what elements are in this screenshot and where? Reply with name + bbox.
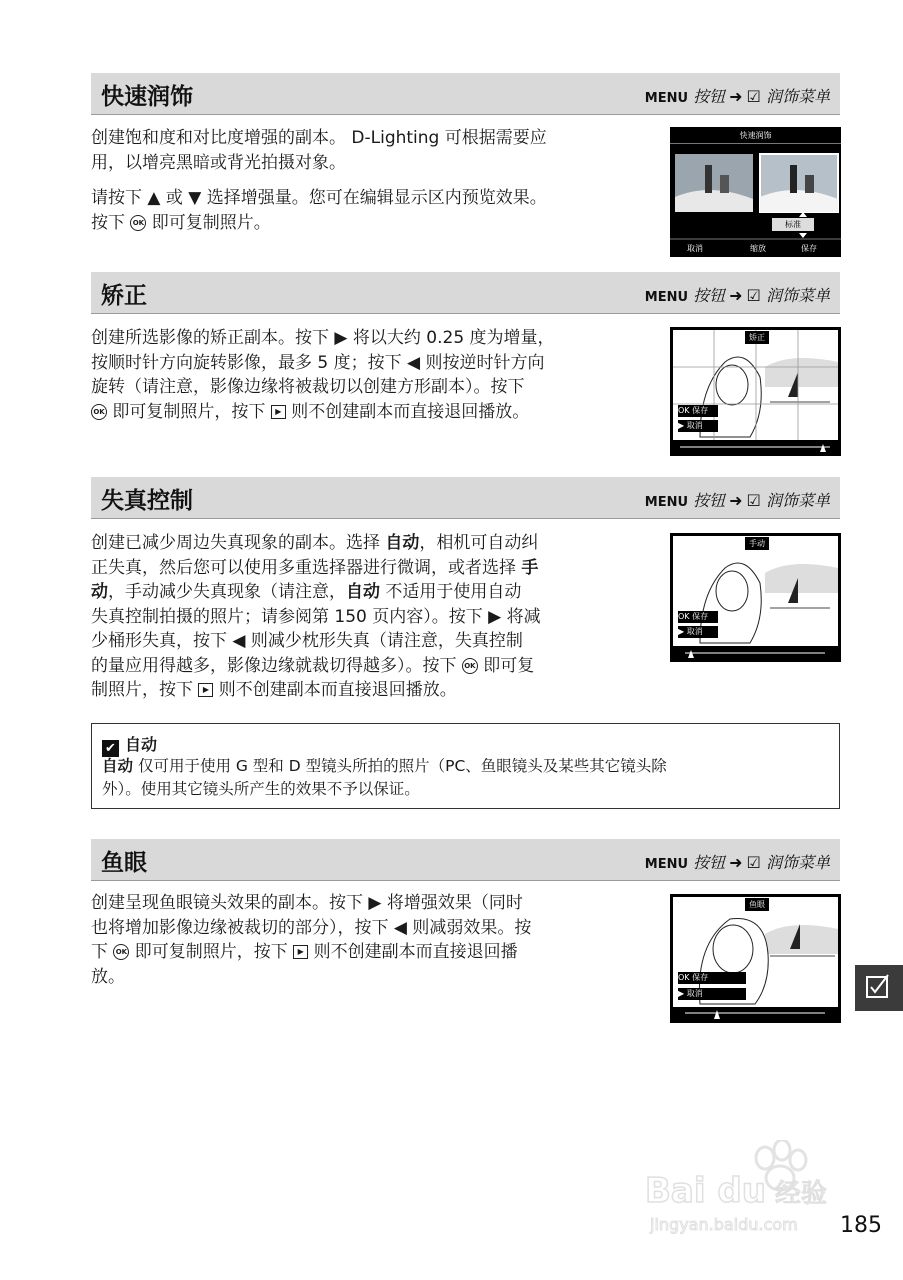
retouch-menu-tab	[855, 965, 903, 1011]
svg-text:jingyan.baidu.com: jingyan.baidu.com	[650, 1215, 798, 1234]
camera-screen-quick-retouch: 快速润饰 标准 取消 缩放 保存	[670, 127, 841, 257]
camera-screen-distortion: 手动 OK 保存 ▶ 取消	[670, 533, 841, 662]
section-body: 创建已减少周边失真现象的副本。选择 自动，相机可自动纠 正失真，然后您可以使用多重选择器进行微调，或者选择 手 动，手动减少失真现象（请注意，自动 不适用于使用自动 失真控制拍摄的照片；请参阅第 150 页内容）。按下 ▶ 将减 少桶形失真，按下 ◀ 则减少枕形失真（请注意，失真控制 的量应用得越多，影像边缘就裁切得越多）。按下 OK 即可复 制照片，按下 ▶ 则不创建副本而直接退回播放。	[91, 533, 541, 700]
note-body: 自动 仅可用于使用 G 型和 D 型镜头所拍的照片（PC、鱼眼镜头及某些其它镜头除 外）。使用其它镜头所产生的效果不予以保证。	[102, 757, 667, 798]
retouch-icon: ☑	[746, 491, 761, 510]
retouch-icon: ☑	[746, 87, 761, 106]
playback-button-icon: ▶	[198, 683, 213, 697]
section-title: 失真控制	[101, 488, 193, 514]
page-number: 185	[840, 1213, 882, 1238]
section-header-straighten	[91, 272, 840, 314]
checkmark-icon: ✔	[102, 740, 119, 757]
menu-path: MENU 按钮 ➜ ☑ 润饰菜单	[644, 286, 830, 305]
note-box-auto	[91, 723, 840, 809]
camera-screen-fisheye: 鱼眼 OK 保存 ▶ 取消	[670, 894, 841, 1023]
retouch-icon: ☑	[746, 853, 761, 872]
section-title: 鱼眼	[101, 850, 147, 876]
section-header-distortion-control	[91, 477, 840, 519]
ok-button-icon: OK	[113, 944, 129, 960]
svg-text:经验: 经验	[775, 1179, 828, 1209]
camera-screen-straighten: 矫正 OK 保存 ▶ 取消	[670, 327, 841, 456]
menu-path: MENU 按钮 ➜ ☑ 润饰菜单	[644, 87, 830, 106]
menu-path: MENU 按钮 ➜ ☑ 润饰菜单	[644, 853, 830, 872]
section-title: 快速润饰	[101, 84, 193, 110]
baidu-watermark-logo	[640, 1140, 860, 1250]
svg-text:Bai du: Bai du	[645, 1171, 766, 1211]
ok-button-icon: OK	[462, 658, 478, 674]
section-header-quick-retouch	[91, 73, 840, 115]
section-body: 创建饱和度和对比度增强的副本。 D-Lighting 可根据需要应 用，以增亮黑暗或背光拍摄对象。 请按下 ▲ 或 ▼ 选择增强量。您可在编辑显示区内预览效果。 按下 OK 即可复制照片。	[91, 128, 547, 233]
retouch-icon	[855, 965, 903, 1011]
section-header-fisheye	[91, 839, 840, 881]
note-title: ✔ 自动	[102, 732, 157, 757]
menu-path: MENU 按钮 ➜ ☑ 润饰菜单	[644, 491, 830, 510]
section-body: 创建呈现鱼眼镜头效果的副本。按下 ▶ 将增强效果（同时 也将增加影像边缘被裁切的部分），按下 ◀ 则减弱效果。按 下 OK 即可复制照片，按下 ▶ 则不创建副本而直接退回播 放。	[91, 893, 532, 987]
ok-button-icon: OK	[130, 215, 146, 231]
section-body: 创建所选影像的矫正副本。按下 ▶ 将以大约 0.25 度为增量， 按顺时针方向旋转影像，最多 5 度；按下 ◀ 则按逆时针方向 旋转（请注意，影像边缘将被裁切以创建方形副本）。按下 OK 即可复制照片，按下 ▶ 则不创建副本而直接退回播放。	[91, 328, 555, 422]
ok-button-icon: OK	[91, 404, 107, 420]
playback-button-icon: ▶	[293, 945, 308, 959]
section-title: 矫正	[101, 283, 147, 309]
retouch-icon: ☑	[746, 286, 761, 305]
playback-button-icon: ▶	[271, 405, 286, 419]
